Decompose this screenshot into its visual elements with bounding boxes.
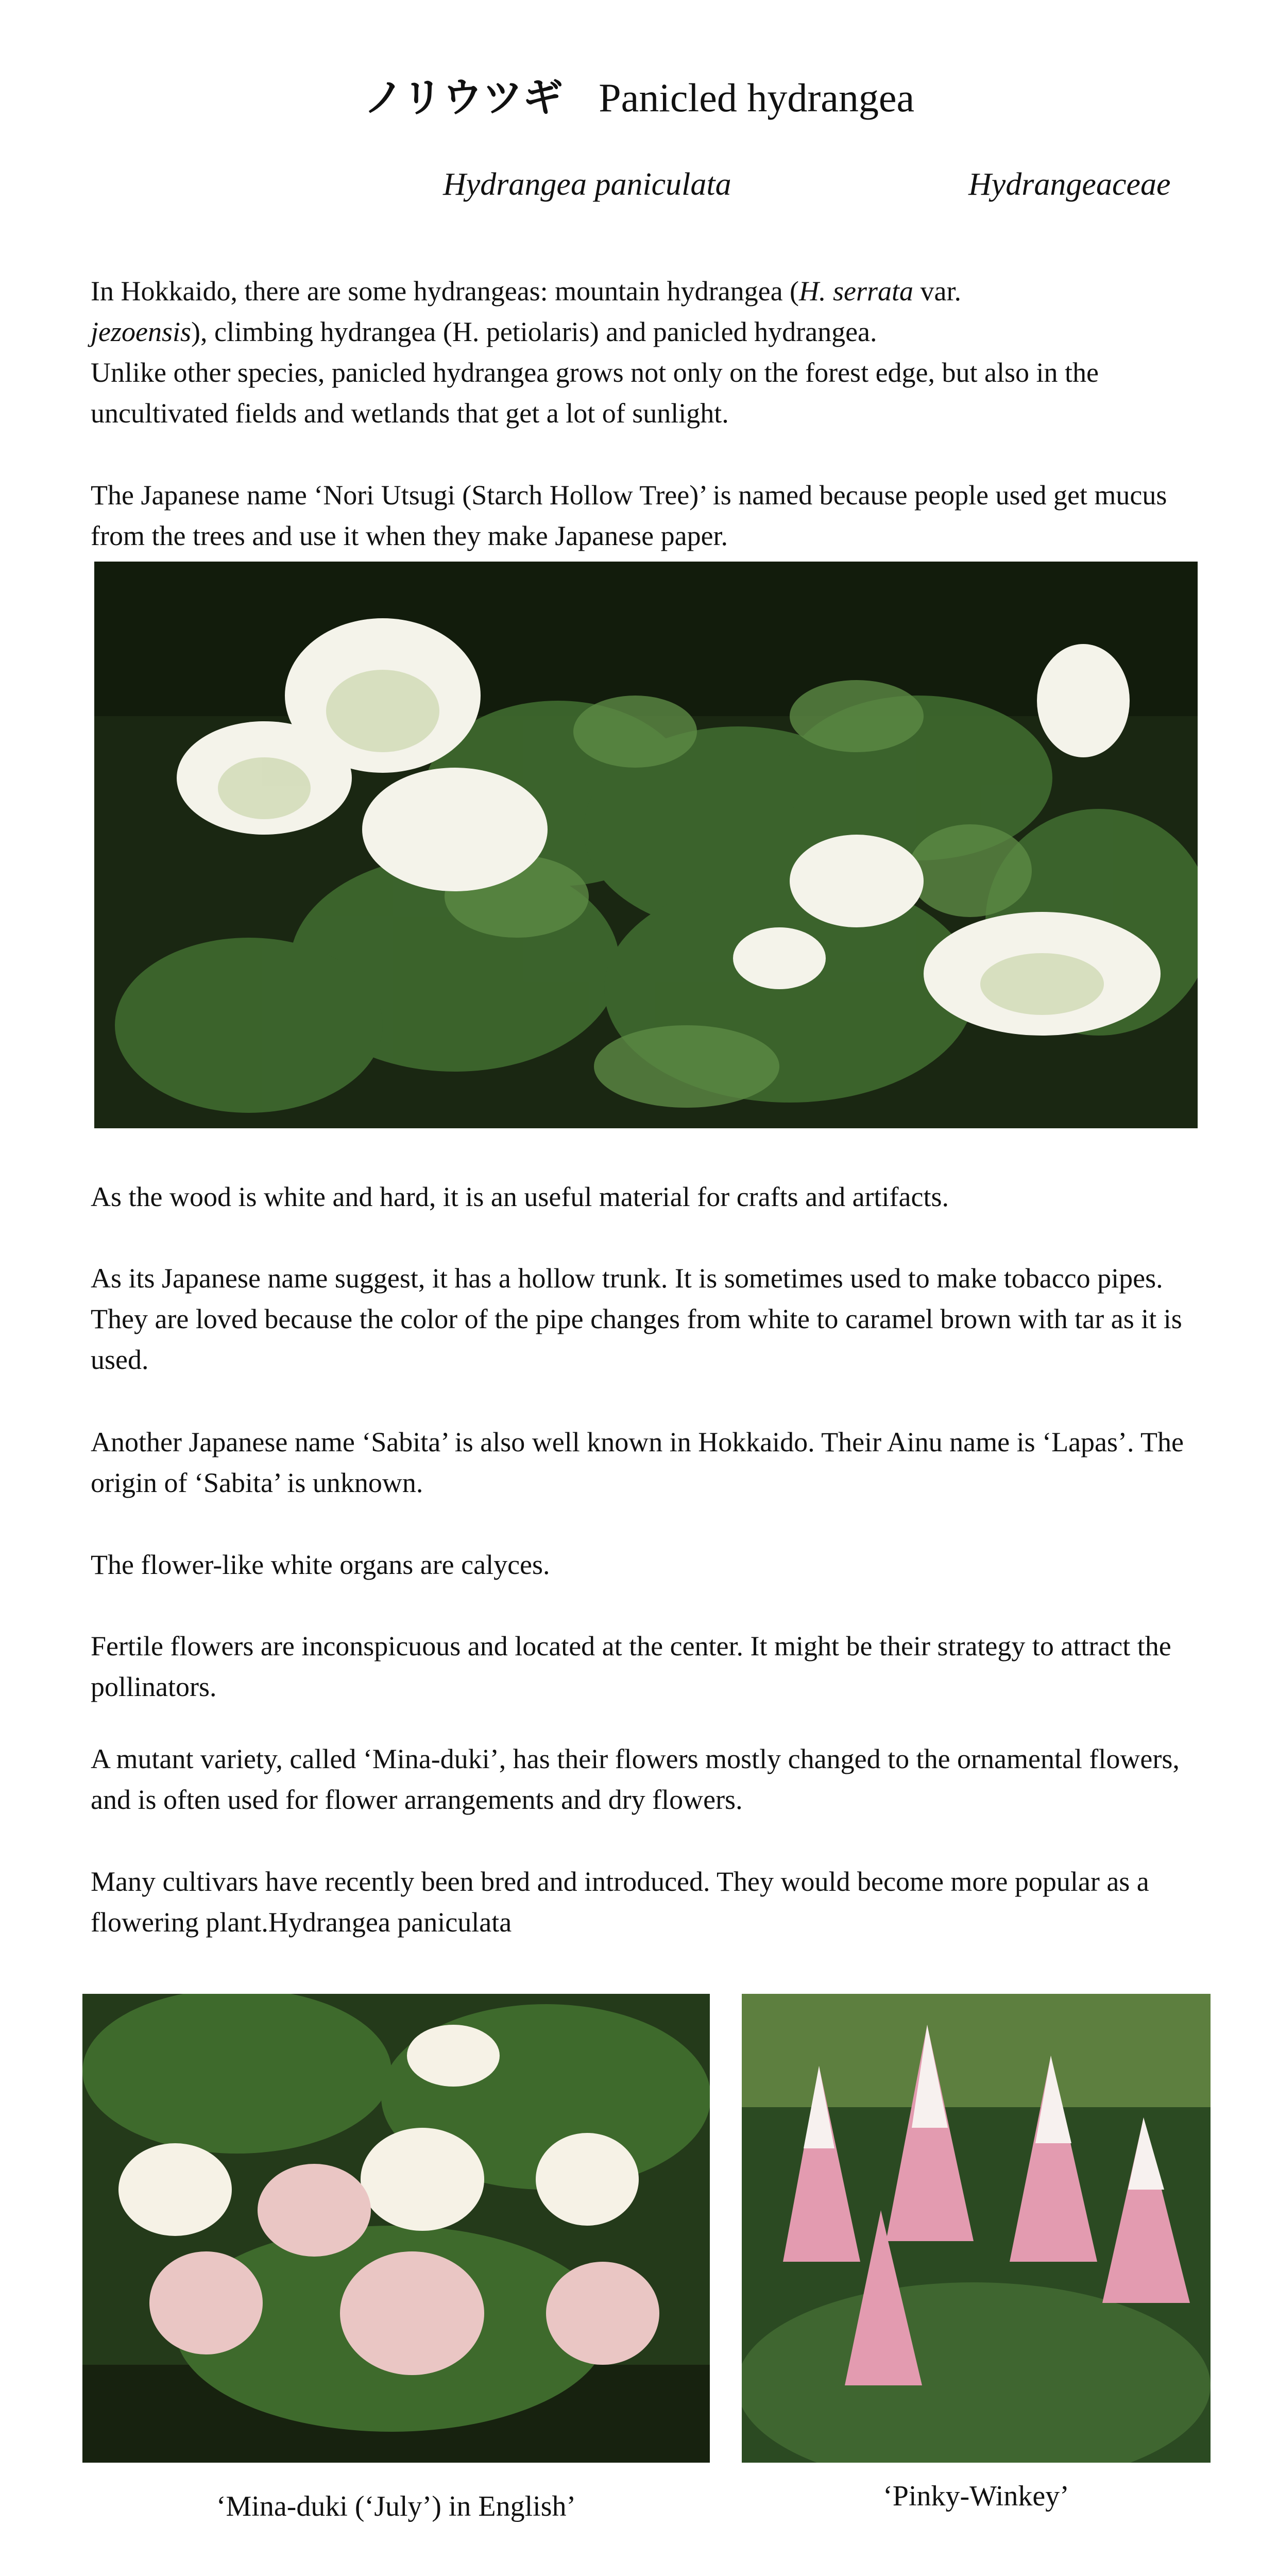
english-name: Panicled hydrangea: [599, 75, 915, 120]
fertile-paragraph: Fertile flowers are inconspicuous and located at the center. It might be their strategy to attract the pollinators.: [91, 1631, 1171, 1702]
page-title: [0, 72, 1278, 124]
name-origin-paragraph: The Japanese name ‘Nori Utsugi (Starch Hollow Tree)’ is named because people used get mucus from the trees and use it when they make Japanese paper.: [91, 480, 1167, 551]
mutant-paragraph: A mutant variety, called ‘Mina-duki’, has their flowers mostly changed to the ornamental flowers, and is often used for flower arrangements and dry flowers.: [91, 1743, 1180, 1815]
calyces-paragraph: The flower-like white organs are calyces.: [91, 1549, 550, 1580]
japanese-name: ノリウツギ: [363, 75, 563, 121]
main-hydrangea-photo: [94, 562, 1198, 1128]
pinky-winkey-photo: [742, 1994, 1211, 2463]
sabita-paragraph: Another Japanese name ‘Sabita’ is also well known in Hokkaido. Their Ainu name is ‘Lapas’. The origin of ‘Sabita’ is unknown.: [91, 1427, 1184, 1498]
mina-duki-photo: [82, 1994, 710, 2463]
pipe-paragraph: As its Japanese name suggest, it has a hollow trunk. It is sometimes used to make tobacco pipes. They are loved because the color of the pipe changes from white to caramel brown with tar as it is used.: [91, 1263, 1182, 1375]
intro-paragraph: In Hokkaido, there are some hydrangeas: mountain hydrangea (H. serrata var. jezoensis), climbing hydrangea (H. petiolaris) and panicled hydrangea. Unlike other species, panicled hydrangea grows not only on the forest edge, but also in the uncultivated fields and wetlands that get a lot of sunlight.: [91, 276, 1099, 429]
pinky-winkey-caption: ‘Pinky-Winkey’: [883, 2480, 1069, 2512]
wood-paragraph: As the wood is white and hard, it is an useful material for crafts and artifacts.: [91, 1181, 949, 1212]
cultivars-paragraph: Many cultivars have recently been bred and introduced. They would become more popular as a flowering plant.Hydrangea paniculata: [91, 1866, 1149, 1938]
scientific-name: Hydrangea paniculata: [443, 167, 731, 202]
family-name: Hydrangeaceae: [968, 167, 1171, 202]
mina-duki-caption: ‘Mina-duki (‘July’) in English’: [216, 2490, 576, 2522]
